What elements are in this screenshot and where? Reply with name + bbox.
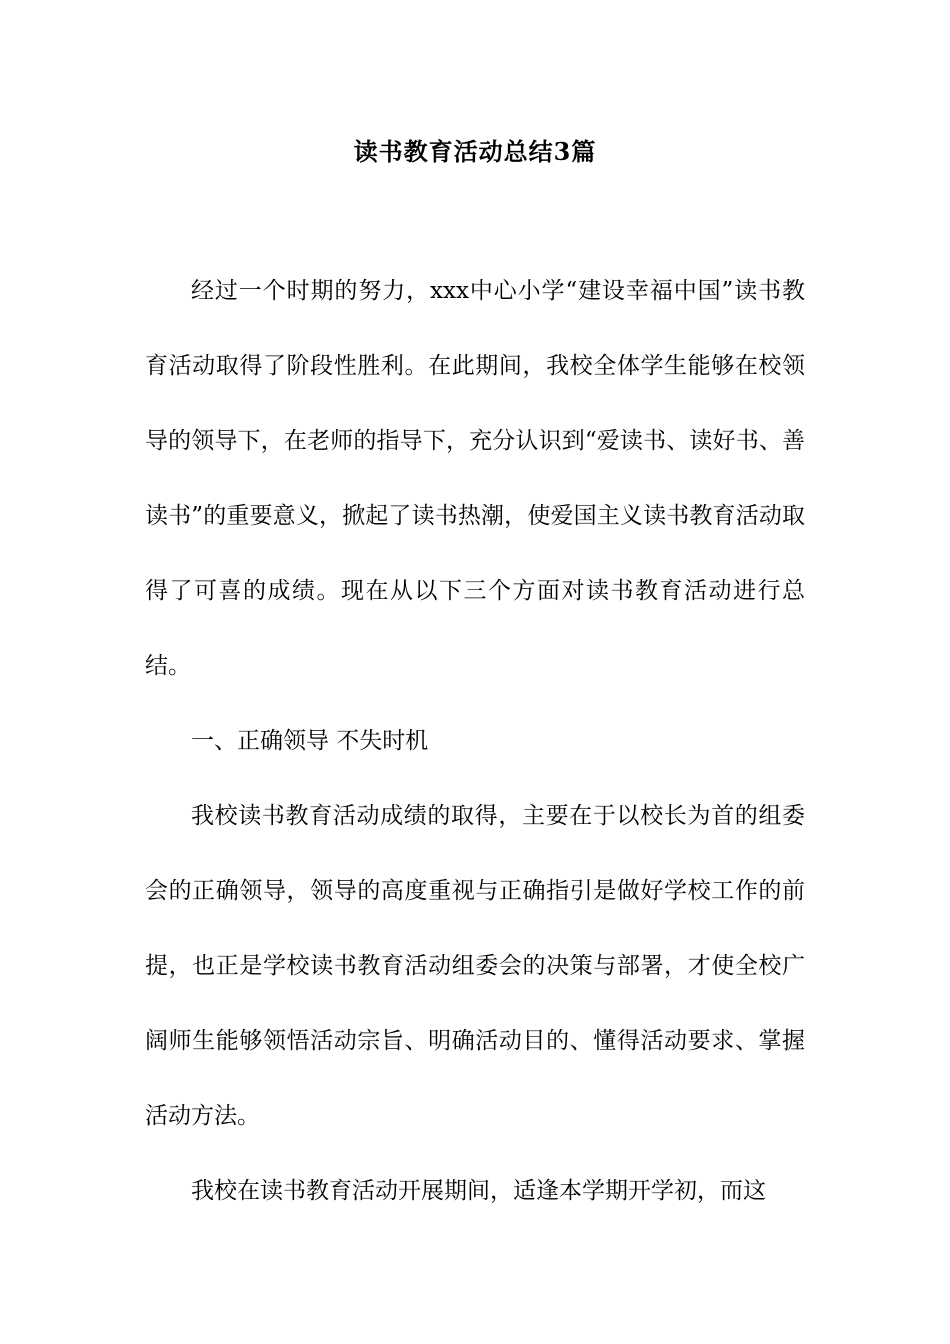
paragraph-timing: 我校在读书教育活动开展期间，适逢本学期开学初，而这 [191,1178,766,1204]
section-heading-1: 一、正确领导 不失时机 [191,728,429,754]
paragraph-leadership: 我校读书教育活动成绩的取得，主要在于以校长为首的组委会的正确领导，领导的高度重视与正确指引是做好学校工作的前提，也正是学校读书教育活动组委会的决策与部署，才使全校广阔师生能够领悟活动宗旨、明确活动目的、懂得活动要求、掌握活动方法。 [145,803,805,1129]
document-body [145,254,805,1229]
document-title: 读书教育活动总结3篇 [353,137,597,166]
paragraph-intro: 经过一个时期的努力，xxx中心小学“建设幸福中国”读书教育活动取得了阶段性胜利。在此期间，我校全体学生能够在校领导的领导下，在老师的指导下，充分认识到“爱读书、读好书、善读书”的重要意义，掀起了读书热潮，使爱国主义读书教育活动取得了可喜的成绩。现在从以下三个方面对读书教育活动进行总结。 [145,278,805,679]
